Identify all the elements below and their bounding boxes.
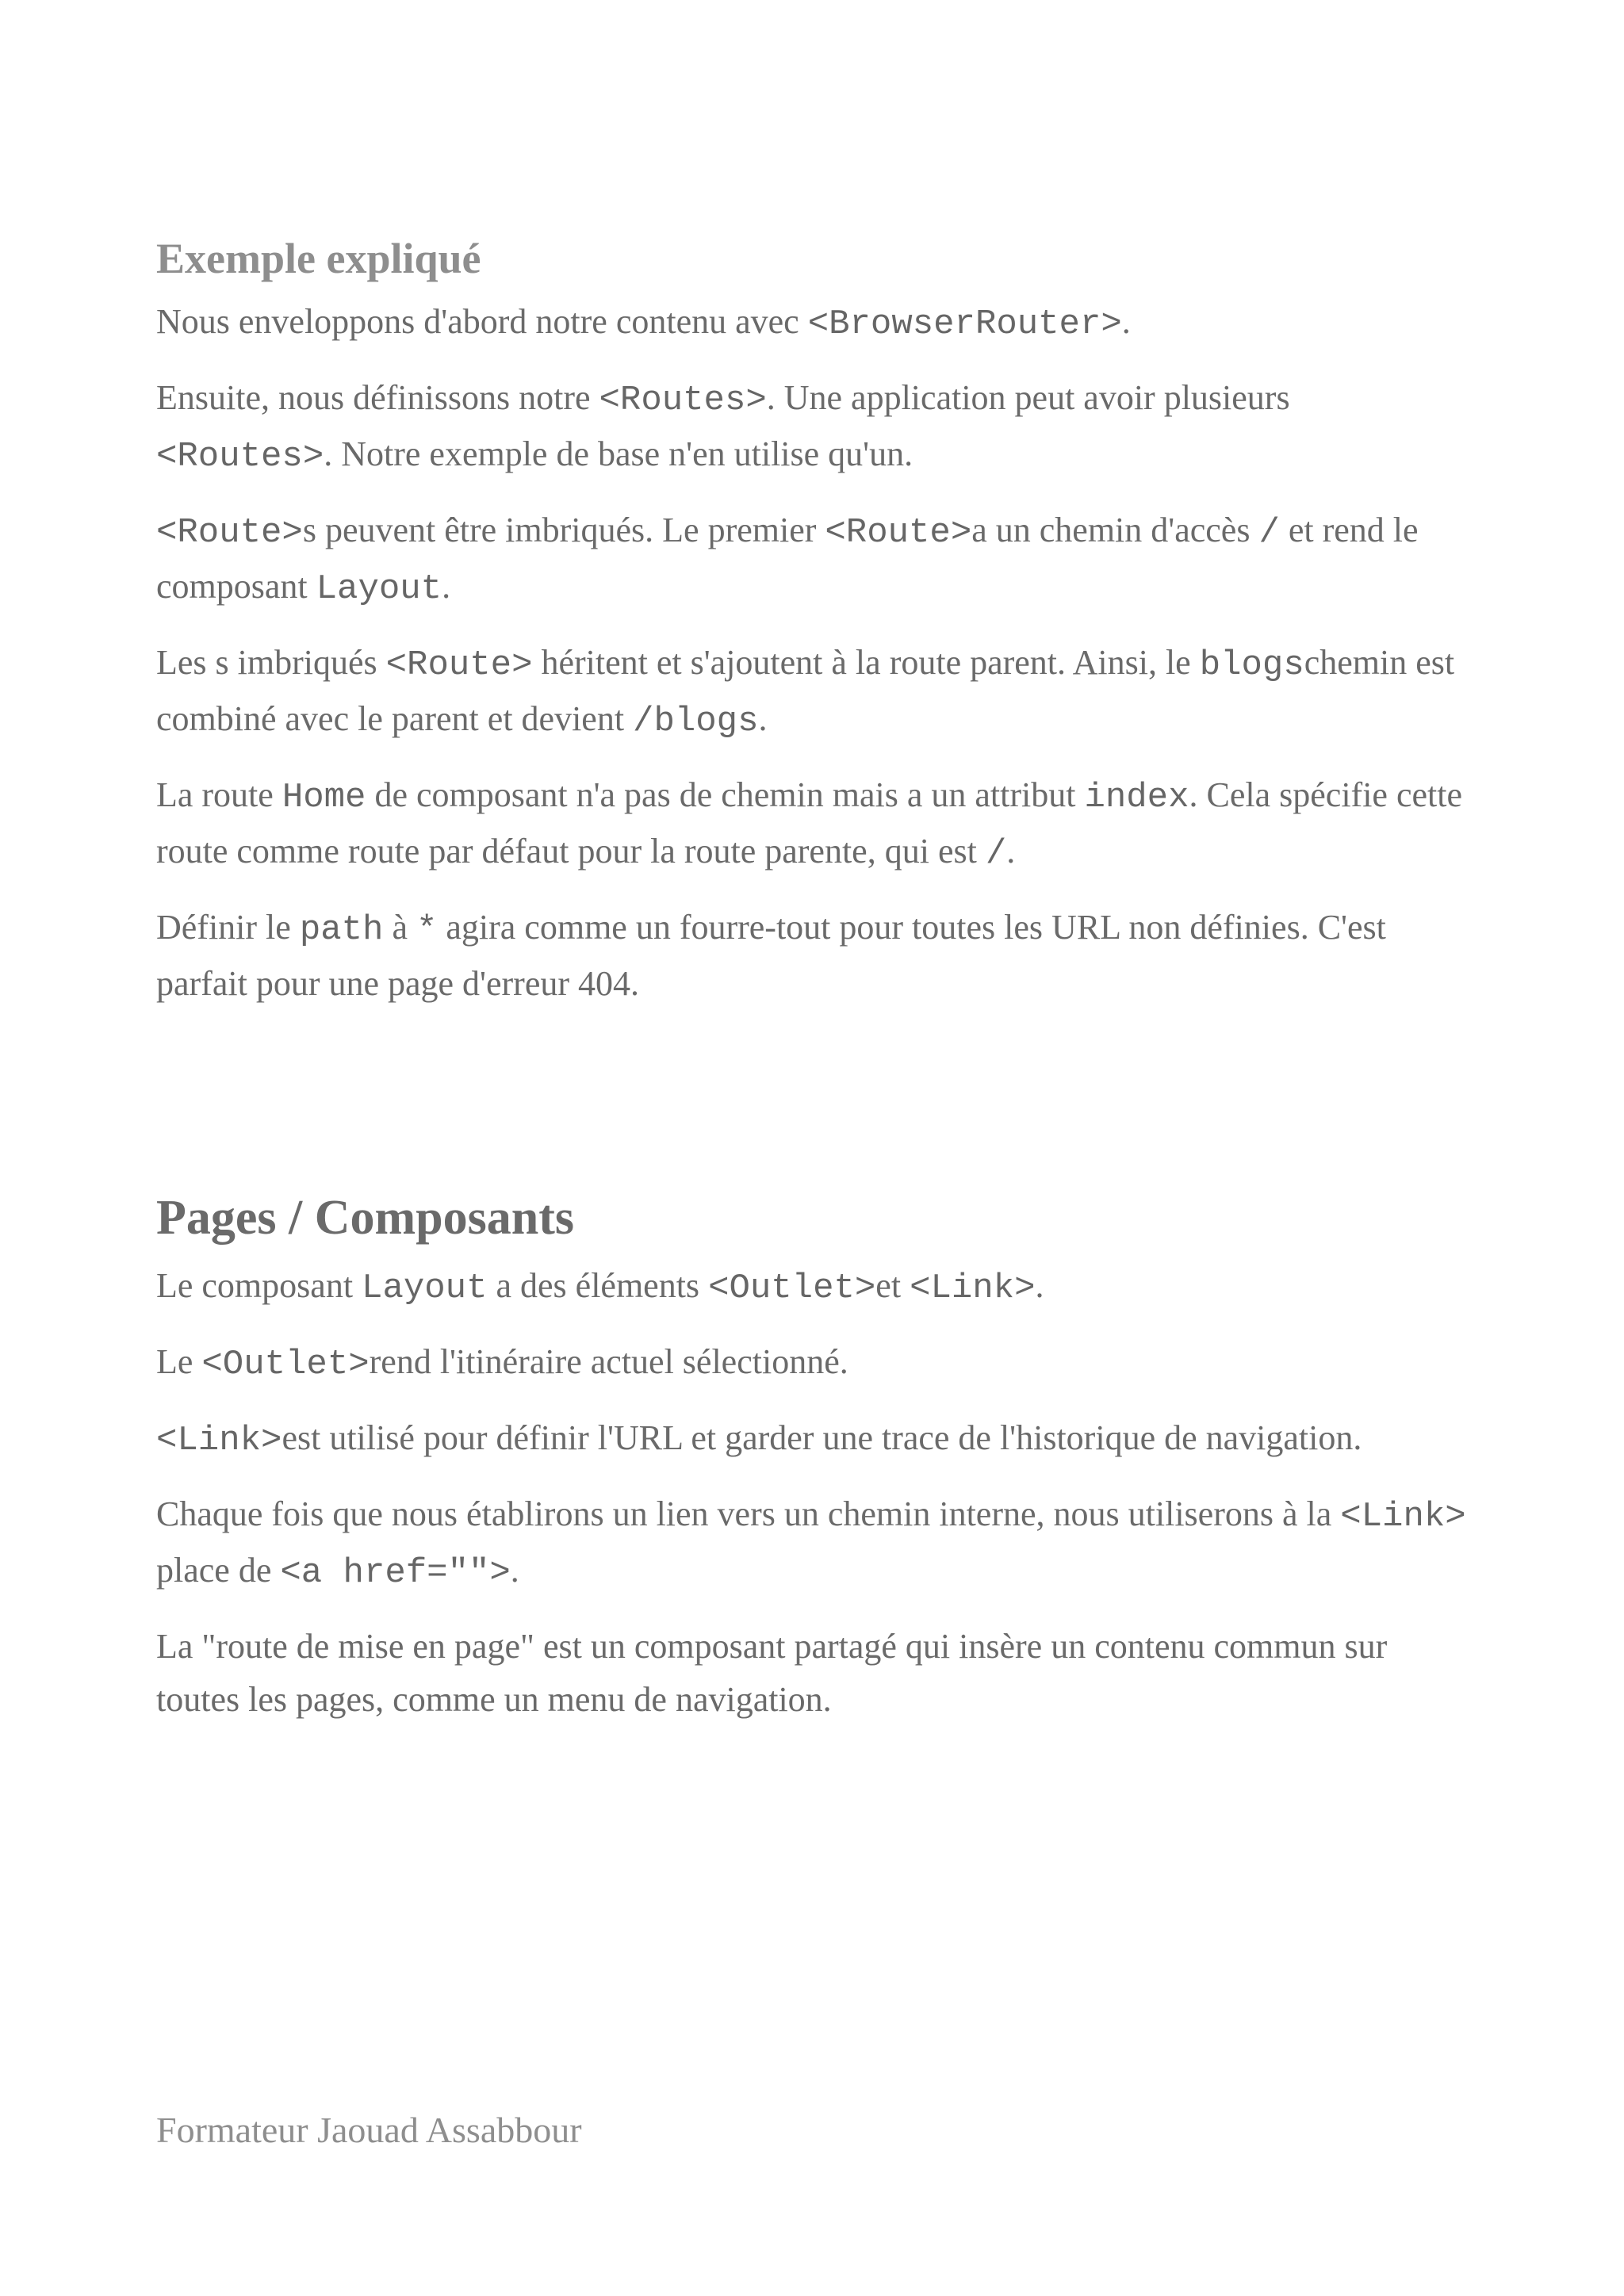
inline-code: <Route> [385, 645, 533, 685]
paragraph [156, 1620, 1473, 1726]
text: Le [156, 1342, 202, 1381]
paragraph [156, 636, 1473, 748]
inline-code: <Routes> [156, 437, 324, 476]
text: place de [156, 1551, 281, 1590]
paragraph [156, 1259, 1473, 1315]
inline-code: <BrowserRouter> [807, 304, 1122, 344]
text: de composant n'a pas de chemin mais a un attribut [366, 775, 1085, 814]
text: . Cela spécifie cette route comme route par défaut pour la route parente, qui est [156, 775, 1462, 871]
document-body [156, 230, 1473, 1746]
inline-code: blog [1199, 645, 1284, 685]
paragraph [156, 1487, 1473, 1600]
inline-code: index [1084, 778, 1189, 817]
text: . [510, 1551, 519, 1590]
inline-code: /blogs [633, 702, 759, 741]
text: agira comme un fourre-tout pour toutes les URL non définies. C'est parfait pour une page d'erreur 404. [156, 908, 1386, 1003]
spacer [156, 1030, 1473, 1184]
text: La "route de mise en page" est un composant partagé qui insère un contenu commun sur toutes les pages, comme un menu de navigation. [156, 1627, 1388, 1719]
text: rend l'itinéraire actuel sélectionné. [369, 1342, 848, 1381]
inline-code: <Route> [825, 513, 972, 553]
paragraph [156, 503, 1473, 616]
inline-code: <Outlet> [708, 1269, 876, 1308]
inline-code: / [1258, 513, 1280, 553]
text: . [758, 699, 768, 738]
text: . [1035, 1266, 1044, 1305]
text: s peuvent être imbriqués. Le premier [302, 511, 825, 549]
text: Nous enveloppons d'abord notre contenu avec [156, 302, 808, 341]
text: . Notre exemple de base n'en utilise qu'un. [324, 434, 914, 473]
text: héritent et s'ajoutent à la route parent. Ainsi, le [532, 643, 1200, 682]
inline-code: Layout [316, 569, 442, 609]
inline-code: <Link> [1340, 1497, 1466, 1536]
inline-code: * [416, 910, 438, 950]
text: Ensuite, nous définissons notre [156, 378, 599, 417]
paragraph [156, 1335, 1473, 1391]
text: a des éléments [487, 1266, 709, 1305]
inline-code: Home [282, 778, 366, 817]
inline-code: Layout [362, 1269, 488, 1308]
text: La route [156, 775, 282, 814]
text: . [1006, 832, 1016, 871]
inline-code: <Outlet> [201, 1345, 370, 1384]
section-heading-pages: Pages / Composants [156, 1191, 575, 1245]
section-heading-exemple: Exemple expliqué [156, 235, 481, 282]
text: et [875, 1266, 910, 1305]
inline-code: <Routes> [599, 381, 767, 420]
text: chemin est combiné avec le parent et devient [156, 643, 1455, 738]
paragraph [156, 1411, 1473, 1468]
text: Chaque fois que nous établirons un lien vers un chemin interne, nous utiliserons à la [156, 1494, 1341, 1533]
page-footer: Formateur Jaouad Assabbour [156, 2110, 582, 2150]
text: et rend le composant [156, 511, 1419, 606]
text: . Une application peut avoir plusieurs [766, 378, 1290, 417]
inline-code: <Link> [910, 1269, 1036, 1308]
inline-code: <a href=""> [280, 1553, 511, 1593]
text: Les s imbriqués [156, 643, 386, 682]
inline-code: s [1283, 645, 1304, 685]
paragraph [156, 371, 1473, 484]
inline-code: <Route> [156, 513, 303, 553]
text: . [1121, 302, 1131, 341]
paragraph [156, 295, 1473, 351]
paragraph [156, 768, 1473, 881]
paragraph [156, 901, 1473, 1010]
text: a un chemin d'accès [971, 511, 1259, 549]
text: Définir le [156, 908, 300, 947]
inline-code: path [299, 910, 384, 950]
inline-code: <Link> [156, 1421, 282, 1460]
inline-code: / [985, 834, 1007, 874]
text: Le composant [156, 1266, 362, 1305]
text: . [442, 567, 451, 606]
text: à [383, 908, 416, 947]
text: est utilisé pour définir l'URL et garder une trace de l'historique de navigation. [282, 1418, 1362, 1457]
